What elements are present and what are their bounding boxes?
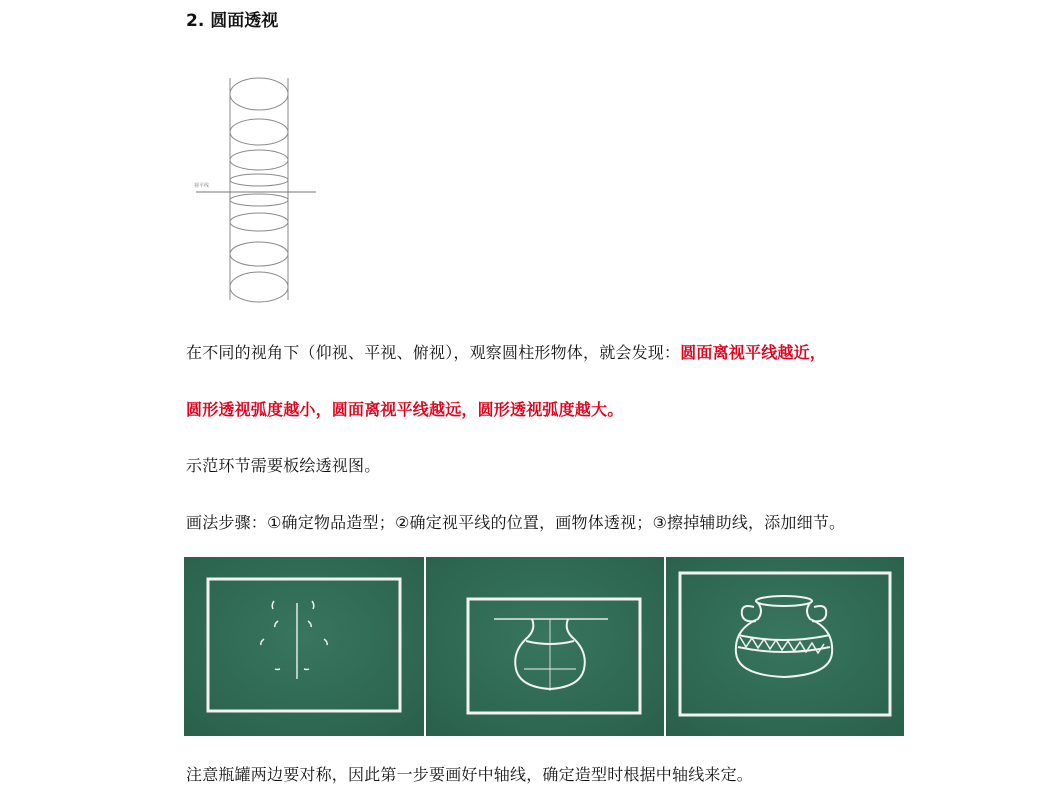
paragraph-2-highlight: 圆形透视弧度越小，圆面离视平线越远，圆形透视弧度越大。 [186, 400, 624, 419]
ellipse-5 [230, 194, 288, 206]
section-heading: 2. 圆面透视 [186, 11, 279, 31]
ellipse-1 [230, 78, 288, 110]
paragraph-1-highlight: 圆面离视平线越近， [680, 343, 827, 362]
paragraph-4: 画法步骤：①确定物品造型；②确定视平线的位置，画物体透视；③擦掉辅助线，添加细节。 [186, 513, 846, 532]
paragraph-1-normal: 在不同的视角下（仰视、平视、俯视），观察圆柱形物体，就会发现： [186, 343, 681, 362]
ellipse-3 [230, 150, 288, 170]
paragraph-5: 注意瓶罐两边要对称，因此第一步要画好中轴线，确定造型时根据中轴线来定。 [186, 765, 754, 784]
paragraph-1 [186, 342, 826, 364]
ellipse-4 [230, 174, 288, 186]
ellipse-6 [230, 213, 288, 231]
chalkboard-photo-step-2 [426, 557, 664, 736]
ellipse-7 [230, 242, 288, 266]
chalkboard-photo-step-3 [666, 557, 904, 736]
paragraph-3: 示范环节需要板绘透视图。 [186, 456, 381, 475]
ellipse-2 [230, 119, 288, 145]
cylinder-perspective-diagram [192, 72, 322, 312]
horizon-label: 视平线 [194, 183, 210, 189]
chalkboard-photo-step-1 [184, 557, 424, 736]
cylinder-sketch-svg [192, 72, 322, 312]
ellipse-8 [230, 272, 288, 302]
